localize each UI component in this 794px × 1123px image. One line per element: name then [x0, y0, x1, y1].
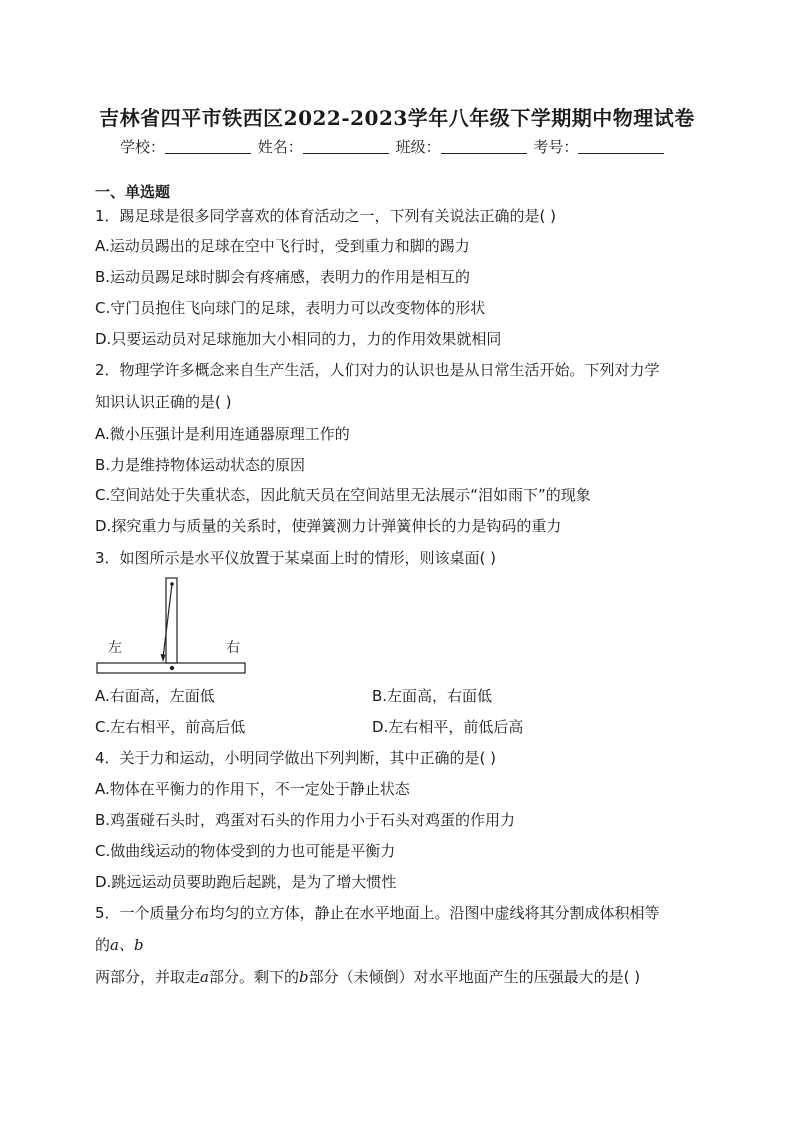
- number-label: 考号：: [533, 138, 579, 156]
- q5-var-a: a: [200, 968, 209, 986]
- level-diagram: [96, 576, 246, 676]
- q4-option-b: B.鸡蛋碰石头时，鸡蛋对石头的作用力小于石头对鸡蛋的作用力: [95, 811, 516, 829]
- fig-left-label: 左: [108, 640, 122, 656]
- q1-option-b: B.运动员踢足球时脚会有疼痛感，表明力的作用是相互的: [95, 268, 471, 286]
- name-blank: [303, 139, 389, 154]
- fig-right-label: 右: [226, 640, 240, 656]
- student-info-row: [120, 136, 666, 157]
- q5-line3-middle: 部分。剩下的: [208, 968, 299, 986]
- section-heading: 一、单选题: [95, 183, 171, 201]
- q5-stem-line1: 5．一个质量分布均匀的立方体，静止在水平地面上。沿图中虚线将其分割成体积相等: [95, 904, 660, 922]
- q3-option-a: A.右面高，左面低: [95, 687, 215, 705]
- plumb-bob: [161, 654, 166, 662]
- q1-stem: 1．踢足球是很多同学喜欢的体育活动之一，下列有关说法正确的是( ): [95, 207, 557, 225]
- q5-line3-suffix: 部分（未倾倒）对水平地面产生的压强最大的是( ): [308, 968, 641, 986]
- name-label: 姓名：: [257, 138, 303, 156]
- q5-stem-line3: [95, 967, 640, 987]
- q5-variables: a、b: [110, 936, 144, 954]
- school-label: 学校：: [120, 138, 166, 156]
- q1-option-c: C.守门员抱住飞向球门的足球，表明力可以改变物体的形状: [95, 299, 486, 317]
- number-blank: [578, 139, 664, 154]
- q1-option-d: D.只要运动员对足球施加大小相同的力，力的作用效果就相同: [95, 330, 502, 348]
- q3-stem: 3．如图所示是水平仪放置于某桌面上时的情形，则该桌面( ): [95, 549, 497, 567]
- q2-option-d: D.探究重力与质量的关系时，使弹簧测力计弹簧伸长的力是钩码的重力: [95, 517, 562, 535]
- center-mark: [170, 666, 174, 670]
- exam-title: 吉林省四平市铁西区2022-2023学年八年级下学期期中物理试卷: [99, 106, 695, 130]
- q4-option-c: C.做曲线运动的物体受到的力也可能是平衡力: [95, 842, 396, 860]
- school-blank: [165, 139, 251, 154]
- q2-stem-line2: 知识认识正确的是( ): [95, 393, 232, 411]
- plumb-line: [163, 584, 172, 658]
- class-label: 班级：: [395, 138, 441, 156]
- q2-stem-line1: 2．物理学许多概念来自生产生活，人们对力的认识也是从日常生活开始。下列对力学: [95, 361, 660, 379]
- q4-option-a: A.物体在平衡力的作用下，不一定处于静止状态: [95, 780, 410, 798]
- level-instrument-figure: [96, 576, 246, 676]
- q5-stem-line2: [95, 935, 144, 955]
- q3-option-d: D.左右相平，前低后高: [372, 718, 524, 736]
- q5-var-b: b: [298, 968, 309, 986]
- q1-option-a: A.运动员踢出的足球在空中飞行时，受到重力和脚的踢力: [95, 237, 470, 255]
- q2-option-c: C.空间站处于失重状态，因此航天员在空间站里无法展示“泪如雨下”的现象: [95, 486, 591, 504]
- q2-option-a: A.微小压强计是利用连通器原理工作的: [95, 425, 350, 443]
- q3-option-b: B.左面高，右面低: [372, 687, 493, 705]
- q5-line2-prefix: 的: [95, 936, 111, 954]
- q4-stem: 4．关于力和运动，小明同学做出下列判断，其中正确的是( ): [95, 749, 497, 767]
- class-blank: [441, 139, 527, 154]
- q5-line3-prefix: 两部分，并取走: [95, 968, 201, 986]
- q3-option-c: C.左右相平，前高后低: [95, 718, 246, 736]
- q2-option-b: B.力是维持物体运动状态的原因: [95, 456, 306, 474]
- q4-option-d: D.跳远运动员要助跑后起跳，是为了增大惯性: [95, 873, 397, 891]
